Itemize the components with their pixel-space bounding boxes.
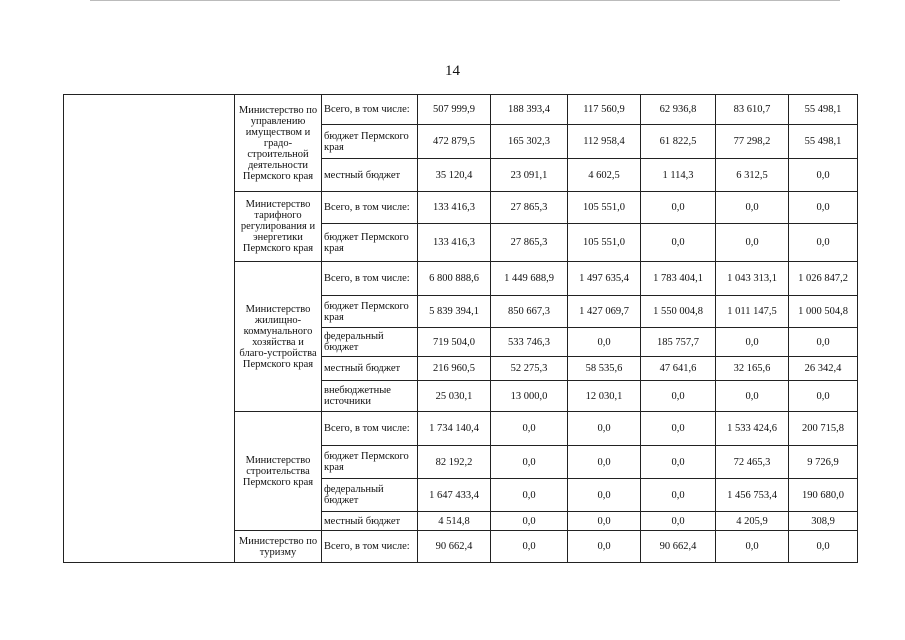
value-cell: 0,0: [789, 328, 858, 357]
value-cell: 0,0: [716, 224, 789, 262]
funding-source: местный бюджет: [322, 512, 418, 531]
value-cell: 90 662,4: [418, 531, 491, 563]
value-cell: 105 551,0: [568, 192, 641, 224]
value-cell: 117 560,9: [568, 95, 641, 125]
value-cell: 1 456 753,4: [716, 479, 789, 512]
value-cell: 77 298,2: [716, 125, 789, 159]
value-cell: 0,0: [641, 192, 716, 224]
value-cell: 533 746,3: [491, 328, 568, 357]
value-cell: 507 999,9: [418, 95, 491, 125]
value-cell: 185 757,7: [641, 328, 716, 357]
value-cell: 190 680,0: [789, 479, 858, 512]
value-cell: 1 533 424,6: [716, 412, 789, 446]
value-cell: 0,0: [491, 512, 568, 531]
value-cell: 1 647 433,4: [418, 479, 491, 512]
value-cell: 5 839 394,1: [418, 296, 491, 328]
value-cell: 1 783 404,1: [641, 262, 716, 296]
value-cell: 82 192,2: [418, 446, 491, 479]
value-cell: 0,0: [568, 479, 641, 512]
value-cell: 23 091,1: [491, 159, 568, 192]
value-cell: 27 865,3: [491, 192, 568, 224]
value-cell: 55 498,1: [789, 125, 858, 159]
value-cell: 62 936,8: [641, 95, 716, 125]
value-cell: 0,0: [568, 412, 641, 446]
value-cell: 1 026 847,2: [789, 262, 858, 296]
value-cell: 55 498,1: [789, 95, 858, 125]
value-cell: 0,0: [641, 512, 716, 531]
value-cell: 133 416,3: [418, 192, 491, 224]
value-cell: 1 114,3: [641, 159, 716, 192]
top-border-line: [90, 0, 840, 1]
value-cell: 719 504,0: [418, 328, 491, 357]
value-cell: 0,0: [641, 479, 716, 512]
value-cell: 58 535,6: [568, 357, 641, 381]
page-number: 14: [445, 63, 460, 79]
value-cell: 25 030,1: [418, 381, 491, 412]
value-cell: 850 667,3: [491, 296, 568, 328]
funding-source: Всего, в том числе:: [322, 95, 418, 125]
value-cell: 1 427 069,7: [568, 296, 641, 328]
funding-source: Всего, в том числе:: [322, 531, 418, 563]
value-cell: 4 602,5: [568, 159, 641, 192]
value-cell: 1 011 147,5: [716, 296, 789, 328]
value-cell: 27 865,3: [491, 224, 568, 262]
funding-source: федеральный бюджет: [322, 328, 418, 357]
value-cell: 6 312,5: [716, 159, 789, 192]
funding-source: федеральный бюджет: [322, 479, 418, 512]
value-cell: 0,0: [568, 328, 641, 357]
value-cell: 0,0: [716, 381, 789, 412]
funding-source: бюджет Пермского края: [322, 125, 418, 159]
value-cell: 0,0: [491, 412, 568, 446]
value-cell: 4 205,9: [716, 512, 789, 531]
value-cell: 200 715,8: [789, 412, 858, 446]
value-cell: 0,0: [568, 512, 641, 531]
value-cell: 308,9: [789, 512, 858, 531]
value-cell: 0,0: [491, 446, 568, 479]
funding-source: бюджет Пермского края: [322, 224, 418, 262]
value-cell: 188 393,4: [491, 95, 568, 125]
value-cell: 52 275,3: [491, 357, 568, 381]
value-cell: 0,0: [641, 446, 716, 479]
department-name: Министерство по туризму: [235, 531, 322, 563]
value-cell: 0,0: [716, 192, 789, 224]
value-cell: 1 550 004,8: [641, 296, 716, 328]
value-cell: 0,0: [716, 328, 789, 357]
value-cell: 0,0: [789, 224, 858, 262]
value-cell: 0,0: [641, 224, 716, 262]
value-cell: 105 551,0: [568, 224, 641, 262]
value-cell: 165 302,3: [491, 125, 568, 159]
value-cell: 9 726,9: [789, 446, 858, 479]
department-name: Министерство по управлению имуществом и градо-строительной деятельности Пермского края: [235, 95, 322, 192]
value-cell: 32 165,6: [716, 357, 789, 381]
funding-source: Всего, в том числе:: [322, 262, 418, 296]
value-cell: 12 030,1: [568, 381, 641, 412]
value-cell: 0,0: [789, 381, 858, 412]
value-cell: 47 641,6: [641, 357, 716, 381]
value-cell: 216 960,5: [418, 357, 491, 381]
funding-source: бюджет Пермского края: [322, 446, 418, 479]
funding-source: бюджет Пермского края: [322, 296, 418, 328]
value-cell: 0,0: [789, 192, 858, 224]
value-cell: 26 342,4: [789, 357, 858, 381]
funding-source: Всего, в том числе:: [322, 412, 418, 446]
table-row: [64, 95, 858, 125]
value-cell: 72 465,3: [716, 446, 789, 479]
value-cell: 1 449 688,9: [491, 262, 568, 296]
value-cell: 0,0: [641, 412, 716, 446]
funding-source: местный бюджет: [322, 357, 418, 381]
department-name: Министерство жилищно-коммунального хозяйства и благо-устройства Пермского края: [235, 262, 322, 412]
value-cell: 0,0: [789, 531, 858, 563]
value-cell: 0,0: [568, 446, 641, 479]
value-cell: 1 000 504,8: [789, 296, 858, 328]
value-cell: 1 734 140,4: [418, 412, 491, 446]
value-cell: 133 416,3: [418, 224, 491, 262]
value-cell: 4 514,8: [418, 512, 491, 531]
value-cell: 1 497 635,4: [568, 262, 641, 296]
funding-source: Всего, в том числе:: [322, 192, 418, 224]
value-cell: 112 958,4: [568, 125, 641, 159]
budget-table: [63, 94, 858, 563]
department-name: Министерство строительства Пермского края: [235, 412, 322, 531]
value-cell: 0,0: [789, 159, 858, 192]
value-cell: 472 879,5: [418, 125, 491, 159]
value-cell: 61 822,5: [641, 125, 716, 159]
value-cell: 0,0: [568, 531, 641, 563]
funding-source: местный бюджет: [322, 159, 418, 192]
department-name: Министерство тарифного регулирования и энергетики Пермского края: [235, 192, 322, 262]
value-cell: 0,0: [716, 531, 789, 563]
value-cell: 90 662,4: [641, 531, 716, 563]
funding-source: внебюджетные источники: [322, 381, 418, 412]
blank-column-cell: [64, 95, 235, 563]
value-cell: 0,0: [491, 479, 568, 512]
value-cell: 13 000,0: [491, 381, 568, 412]
value-cell: 35 120,4: [418, 159, 491, 192]
value-cell: 6 800 888,6: [418, 262, 491, 296]
value-cell: 83 610,7: [716, 95, 789, 125]
value-cell: 0,0: [641, 381, 716, 412]
value-cell: 1 043 313,1: [716, 262, 789, 296]
value-cell: 0,0: [491, 531, 568, 563]
